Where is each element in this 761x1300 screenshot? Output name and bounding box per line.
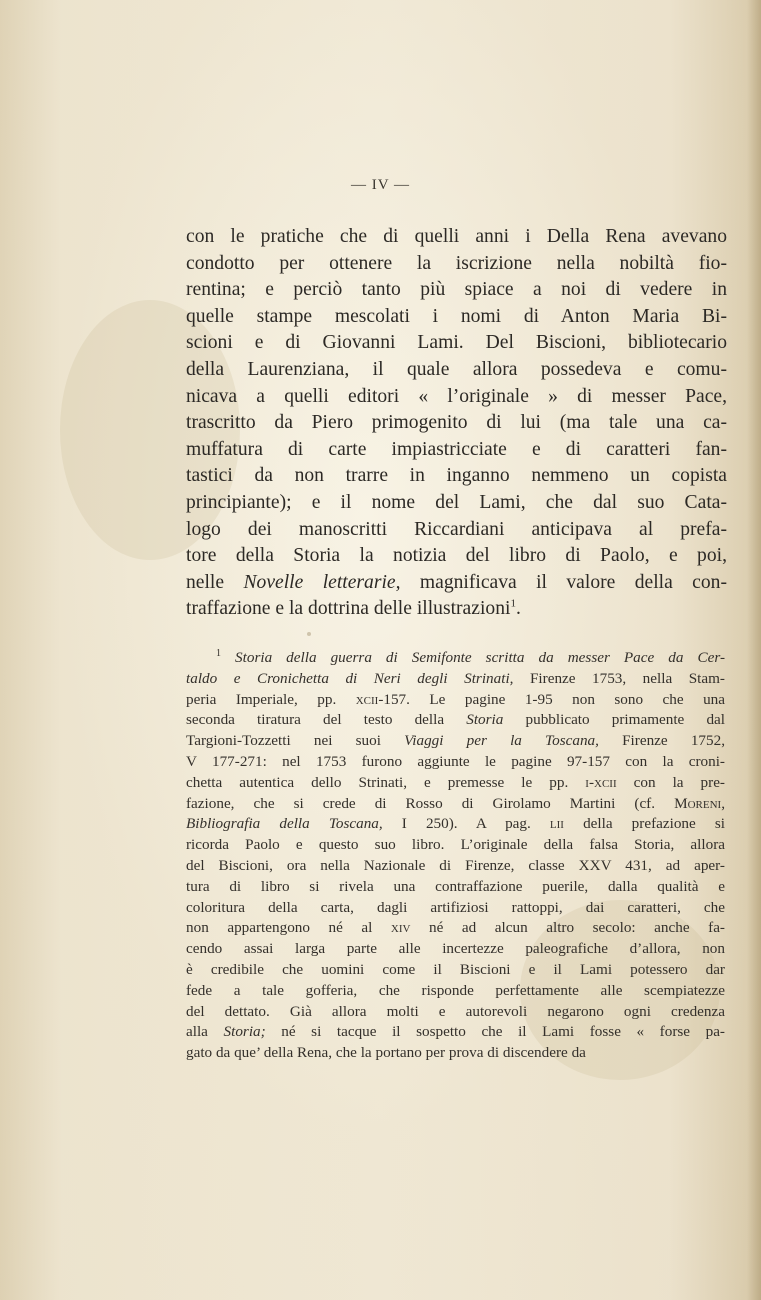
small-caps-run: lii — [549, 815, 564, 833]
text-run: logo dei manoscritti Riccardiani anticipava al prefa- — [186, 518, 727, 540]
text-line — [186, 517, 727, 544]
footnote-line — [186, 1022, 725, 1043]
main-text-block — [186, 224, 727, 623]
text-run: seconda tiratura del testo della — [186, 711, 467, 729]
text-run: magnificava il valore della con- — [400, 571, 727, 593]
text-run: fazione, che si crede di Rosso di Girolamo Martini (cf. — [186, 794, 675, 812]
text-run: peria Imperiale, pp. — [186, 690, 356, 708]
text-run: tore della Storia la notizia del libro di Paolo, e poi, — [186, 545, 727, 567]
footnote-line — [186, 835, 725, 856]
text-line — [186, 463, 727, 490]
text-run: V 177-271: nel 1753 furono aggiunte le pagine 97-157 con la croni- — [186, 752, 725, 770]
text-run: Targioni-Tozzetti nei suoi — [186, 732, 405, 750]
footnote-line — [186, 731, 725, 752]
running-head: — IV — — [350, 177, 411, 193]
text-run: pubblicato primamente dal — [503, 711, 725, 729]
text-run: con le pratiche che di quelli anni i Della Rena avevano — [186, 226, 727, 247]
italic-title: taldo e Cronichetta di Neri degli Strinati, — [186, 669, 514, 687]
footnote-line — [186, 939, 725, 960]
italic-title: Storia — [466, 711, 504, 729]
text-run: coloritura della carta, dagli artifiziosi rattoppi, dai caratteri, che — [186, 898, 725, 916]
italic-title: Bibliografia della Toscana, — [186, 815, 383, 833]
footnote-line — [186, 669, 725, 690]
text-line — [186, 357, 727, 384]
text-line — [186, 277, 727, 304]
footnote-line — [186, 773, 725, 794]
text-run: alla — [186, 1023, 224, 1041]
text-run: né ad alcun altro secolo: anche fa- — [410, 919, 725, 937]
text-run: gato da que’ della Rena, che la portano per prova di discendere da — [186, 1044, 586, 1062]
text-run: della Laurenziana, il quale allora possedeva e comu- — [186, 358, 727, 380]
footnote-line — [186, 1002, 725, 1023]
text-run: Firenze 1753, nella Stam- — [513, 669, 725, 687]
text-run: principiante); e il nome del Lami, che dal suo Cata- — [186, 491, 727, 513]
text-run: condotto per ottenere la iscrizione nella nobiltà fio- — [186, 252, 727, 274]
footnote-line — [186, 918, 725, 939]
small-caps-run: xiv — [390, 919, 411, 937]
text-run: nelle — [186, 571, 244, 593]
footnote-marker: 1 — [216, 647, 221, 659]
footnote-line — [186, 960, 725, 981]
footnote-line — [186, 856, 725, 877]
text-run: muffatura di carte impiastricciate e di caratteri fan- — [186, 438, 727, 460]
text-run: . — [515, 598, 521, 620]
text-run: cendo assai larga parte alle incertezze paleografiche d’allora, non — [186, 940, 725, 958]
text-run: della prefazione si — [563, 815, 725, 833]
footnote-line — [186, 690, 725, 711]
footnote-line — [186, 814, 725, 835]
text-run: nicava a quelli editori « l’originale » di messer Pace, — [186, 385, 727, 407]
footnote-line — [186, 710, 725, 731]
text-run: con la pre- — [616, 773, 725, 791]
text-line — [186, 224, 727, 251]
separator-mark — [307, 632, 311, 636]
text-run: traffazione e la dottrina delle illustrazioni — [186, 598, 511, 620]
text-line — [186, 490, 727, 517]
footnote-line — [186, 794, 725, 815]
text-run: Firenze 1752, — [598, 732, 725, 750]
small-caps-run: Moreni, — [674, 794, 725, 812]
footnote-block — [186, 648, 725, 1064]
italic-title: Novelle letterarie, — [243, 571, 401, 593]
small-caps-run: xcii — [355, 690, 379, 708]
text-line — [186, 330, 727, 357]
footnote-line — [186, 648, 725, 669]
footnote-line — [186, 1043, 725, 1064]
footnote-line — [186, 898, 725, 919]
text-run: è credibile che uomini come il Biscioni e il Lami potessero dar — [186, 960, 725, 978]
text-run: trascritto da Piero primogenito di lui (ma tale una ca- — [186, 412, 727, 434]
text-line — [186, 304, 727, 331]
text-run: non appartengono né al — [186, 919, 391, 937]
text-run: del dettato. Già allora molti e autorevoli negarono ogni credenza — [186, 1002, 725, 1020]
text-line — [186, 570, 727, 597]
text-run: del Biscioni, ora nella Nazionale di Firenze, classe XXV 431, ad aper- — [186, 856, 725, 874]
text-line — [186, 410, 727, 437]
text-run: tastici da non trarre in inganno nemmeno un copista — [186, 465, 727, 487]
text-run: fede a tale gofferia, che risponde perfettamente alle scempiatezze — [186, 981, 725, 999]
italic-title: Storia della guerra di Semifonte scritta da messer Pace da Cer- — [235, 649, 726, 666]
text-run: scioni e di Giovanni Lami. Del Biscioni, bibliotecario — [186, 332, 727, 354]
text-line — [186, 437, 727, 464]
italic-title: Storia; — [223, 1023, 266, 1041]
footnote-line — [186, 752, 725, 773]
text-run: chetta autentica dello Strinati, e premesse le pp. — [186, 773, 586, 791]
text-run: né si tacque il sospetto che il Lami fosse « forse pa- — [265, 1023, 725, 1041]
text-run: rentina; e perciò tanto più spiace a noi di vedere in — [186, 279, 727, 301]
text-run: quelle stampe mescolati i nomi di Anton Maria Bi- — [186, 305, 727, 327]
text-run: ricorda Paolo e questo suo libro. L’originale della falsa Storia, allora — [186, 836, 725, 854]
footnote-line — [186, 981, 725, 1002]
text-run: tura di libro si rivela una contraffazione puerile, dalla qualità e — [186, 877, 725, 895]
footnote-reference[interactable]: 1 — [510, 597, 516, 610]
text-run: I 250). A pag. — [382, 815, 550, 833]
small-caps-run: i-xcii — [585, 773, 617, 791]
text-line — [186, 251, 727, 278]
italic-title: Viaggi per la Toscana, — [404, 732, 599, 750]
page-edge-shadow — [747, 0, 761, 1300]
text-run: -157. Le pagine 1-95 non sono che una — [378, 690, 725, 708]
text-line — [186, 596, 727, 623]
text-line — [186, 543, 727, 570]
text-line — [186, 384, 727, 411]
footnote-line — [186, 877, 725, 898]
